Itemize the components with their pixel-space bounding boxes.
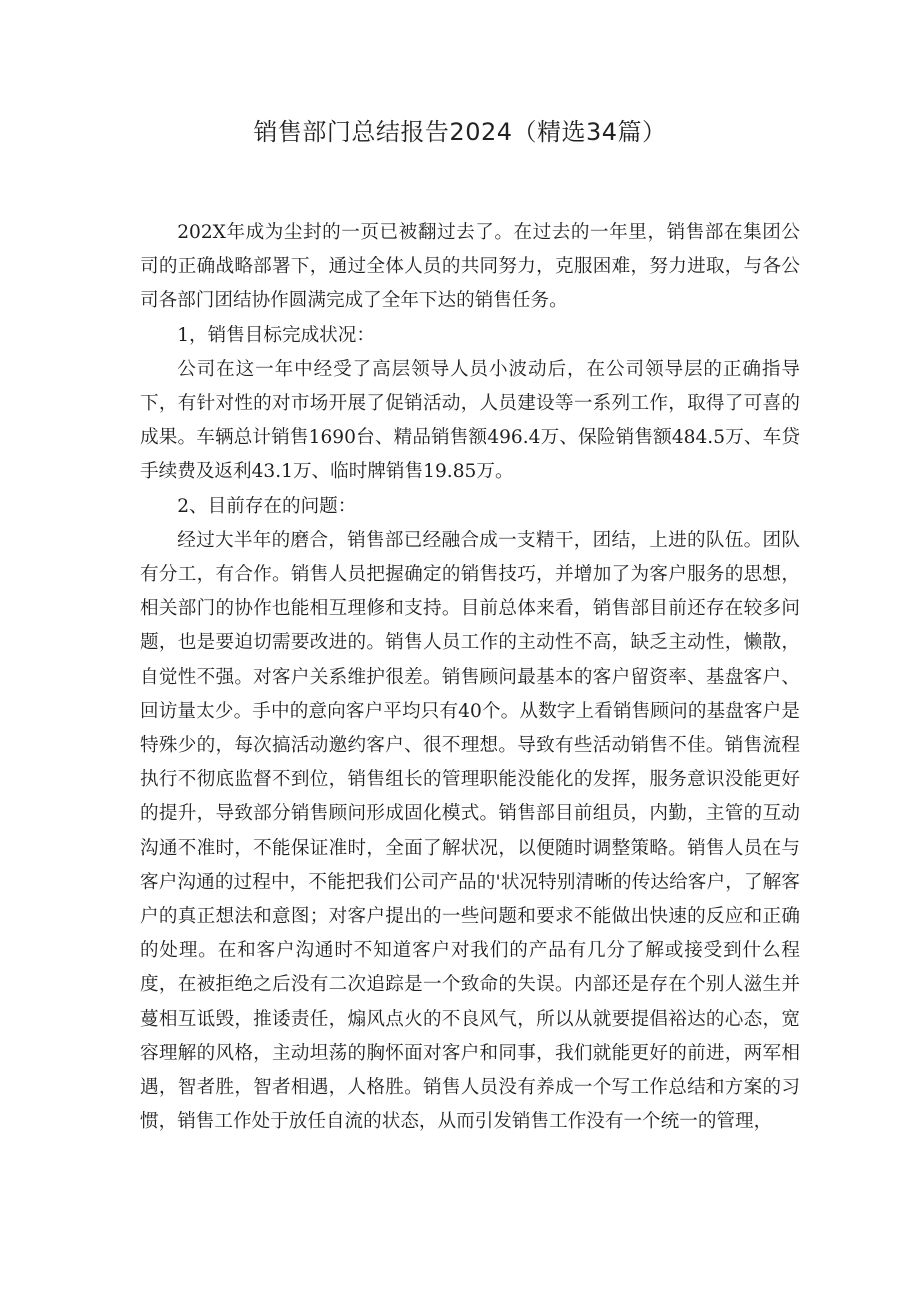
document-body [140,216,800,1139]
problems-paragraph: 经过大半年的磨合，销售部已经融合成一支精干，团结，上进的队伍。团队有分工，有合作。销售人员把握确定的销售技巧，并增加了为客户服务的思想，相关部门的协作也能相互理修和支持。目前总体来看，销售部目前还存在较多问题，也是要迫切需要改进的。销售人员工作的主动性不高，缺乏主动性，懒散，自觉性不强。对客户关系维护很差。销售顾问最基本的客户留资率、基盘客户、回访量太少。手中的意向客户平均只有40个。从数字上看销售顾问的基盘客户是特殊少的，每次搞活动邀约客户、很不理想。导致有些活动销售不佳。销售流程执行不彻底监督不到位，销售组长的管理职能没能化的发挥，服务意识没能更好的提升，导致部分销售顾问形成固化模式。销售部目前组员，内勤，主管的互动沟通不准时，不能保证准时，全面了解状况，以便随时调整策略。销售人员在与客户沟通的过程中，不能把我们公司产品的'状况特别清晰的传达给客户，了解客户的真正想法和意图；对客户提出的一些问题和要求不能做出快速的反应和正确的处理。在和客户沟通时不知道客户对我们的产品有几分了解或接受到什么程度，在被拒绝之后没有二次追踪是一个致命的失误。内部还是存在个别人滋生并蔓相互诋毁，推诿责任，煽风点火的不良风气，所以从就要提倡裕达的心态，宽容理解的风格，主动坦荡的胸怀面对客户和同事，我们就能更好的前进，两军相遇，智者胜，智者相遇，人格胜。销售人员没有养成一个写工作总结和方案的习惯，销售工作处于放任自流的状态，从而引发销售工作没有一个统一的管理， [140,529,800,1133]
sales-results-paragraph: 公司在这一年中经受了高层领导人员小波动后，在公司领导层的正确指导下，有针对性的对市场开展了促销活动，人员建设等一系列工作，取得了可喜的成果。车辆总计销售1690台、精品销售额496.4万、保险销售额484.5万、车贷手续费及返利43.1万、临时牌销售19.85万。 [140,358,800,483]
document-title: 销售部门总结报告2024（精选34篇） [253,118,667,146]
section-heading-sales-target: 1，销售目标完成状况： [177,324,375,346]
intro-paragraph: 202X年成为尘封的一页已被翻过去了。在过去的一年里，销售部在集团公司的正确战略部署下，通过全体人员的共同努力，克服困难，努力进取，与各公司各部门团结协作圆满完成了全年下达的销售任务。 [140,222,800,312]
section-heading-problems: 2、目前存在的问题： [177,495,357,517]
